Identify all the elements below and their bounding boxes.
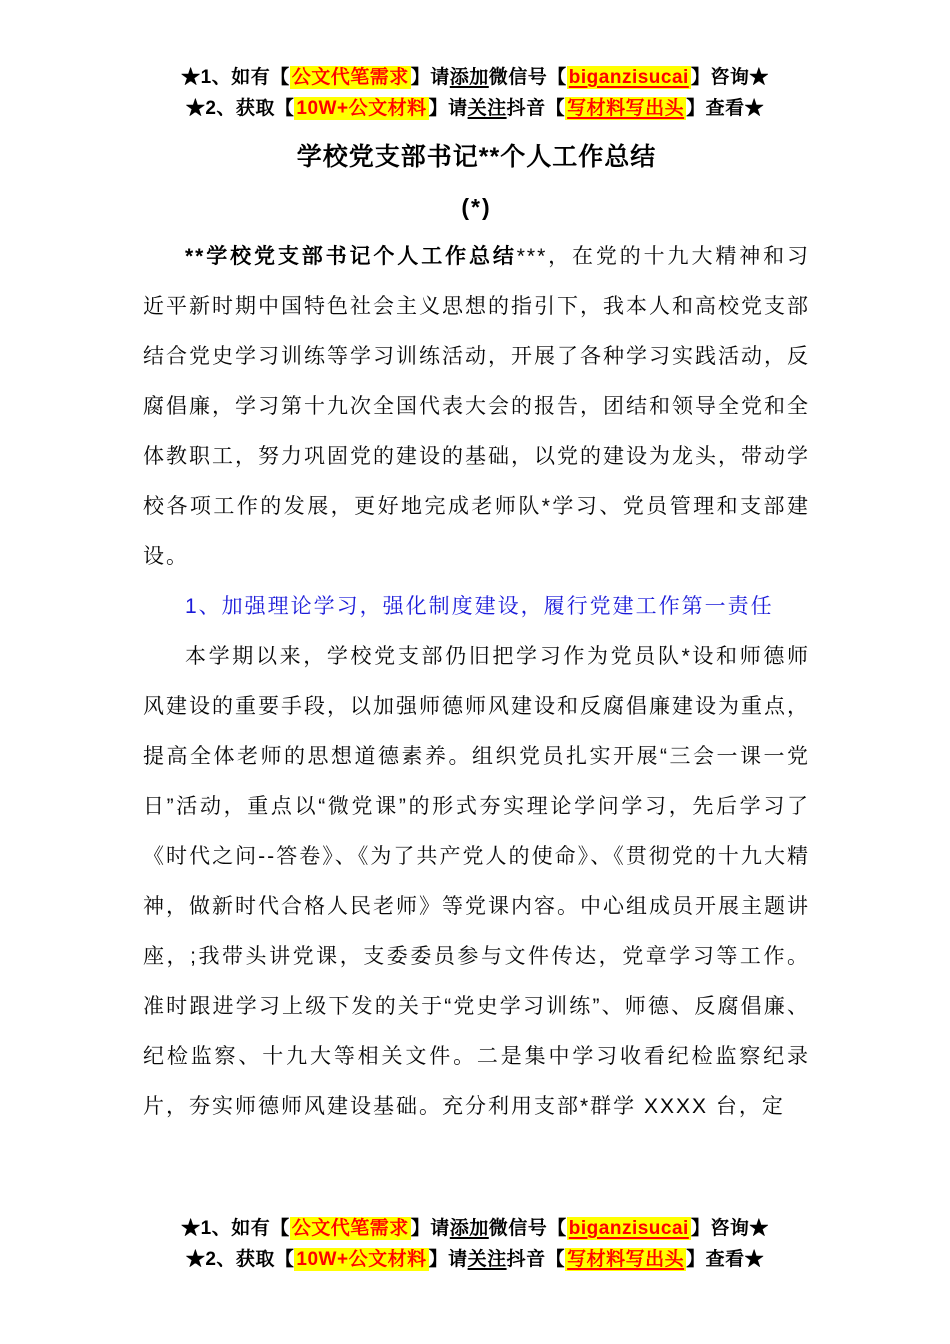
document-content (0, 124, 950, 1132)
banner-text: ★1、如有【 (181, 67, 290, 88)
paragraph-2: 本学期以来，学校党支部仍旧把学习作为党员队*设和师德师风建设的重要手段，以加强师德师风建设和反腐倡廉建设为重点，提高全体老师的思想道德素养。组织党员扎实开展“三会一课一党日”活动，重点以“微党课”的形式夯实理论学问学习，先后学习了《时代之问--答卷》、《为了共产党人的使命》、《贯彻党的十九大精神，做新时代合格人民老师》等党课内容。中心组成员开展主题讲座，;我带头讲党课，支委委员参与文件传达，党章学习等工作。准时跟进学习上级下发的关于“党史学习训练”、师德、反腐倡廉、纪检监察、十九大等相关文件。二是集中学习收看纪检监察纪录片，夯实师德师风建设基础。充分利用支部*群学 XXXX 台，定 (143, 645, 810, 1118)
promo-banner-top (0, 0, 950, 124)
highlighted-keyword: 10W+公文材料 (296, 98, 427, 119)
banner-text: ★1、如有【 (181, 1218, 290, 1239)
banner-text: 抖音【 (506, 1249, 566, 1270)
paragraph-1-bold-lead: **学校党支部书记个人工作总结 (185, 245, 517, 268)
highlighted-keyword: 公文代笔需求 (291, 1218, 409, 1239)
douyin-id-highlight: 写材料写出头 (567, 1249, 685, 1270)
banner-text: 】请 (428, 98, 468, 119)
banner-text: 】咨询★ (690, 67, 769, 88)
underlined-word: 关注 (467, 98, 507, 119)
douyin-id-highlight: 写材料写出头 (567, 98, 685, 119)
wechat-id-highlight: biganzisucai (568, 1218, 689, 1239)
paragraph-1 (143, 232, 810, 582)
banner-text: ★2、获取【 (185, 98, 295, 119)
banner-text: 】请 (410, 1218, 450, 1239)
promo-banner-line-1 (0, 1213, 950, 1244)
paragraph-1-body: ***，在党的十九大精神和习近平新时期中国特色社会主义思想的指引下，我本人和高校党支部结合党史学习训练等学习训练活动，开展了各种学习实践活动，反腐倡廉，学习第十九次全国代表大会的报告，团结和领导全党和全体教职工，努力巩固党的建设的基础，以党的建设为龙头，带动学校各项工作的发展，更好地完成老师队*学习、党员管理和支部建设。 (143, 245, 810, 568)
promo-banner-line-2 (0, 1244, 950, 1275)
page-subtitle: (*) (461, 194, 492, 220)
wechat-id-highlight: biganzisucai (568, 67, 689, 88)
banner-text: 微信号【 (488, 67, 567, 88)
banner-text: ★2、获取【 (185, 1249, 295, 1270)
highlighted-keyword: 10W+公文材料 (296, 1249, 427, 1270)
banner-text: 】请 (410, 67, 450, 88)
underlined-word: 关注 (467, 1249, 507, 1270)
promo-banner-bottom (0, 1213, 950, 1275)
page-title: 学校党支部书记**个人工作总结 (296, 143, 657, 171)
promo-banner-line-2 (0, 93, 950, 124)
section-heading-1: 1、加强理论学习，强化制度建设，履行党建工作第一责任 (185, 595, 774, 618)
banner-text: 微信号【 (488, 1218, 567, 1239)
promo-banner-line-1 (0, 62, 950, 93)
underlined-word: 添加 (449, 1218, 489, 1239)
banner-text: 】咨询★ (690, 1218, 769, 1239)
banner-text: 】查看★ (686, 1249, 765, 1270)
banner-text: 抖音【 (506, 98, 566, 119)
highlighted-keyword: 公文代笔需求 (291, 67, 409, 88)
banner-text: 】查看★ (686, 98, 765, 119)
underlined-word: 添加 (449, 67, 489, 88)
banner-text: 】请 (428, 1249, 468, 1270)
